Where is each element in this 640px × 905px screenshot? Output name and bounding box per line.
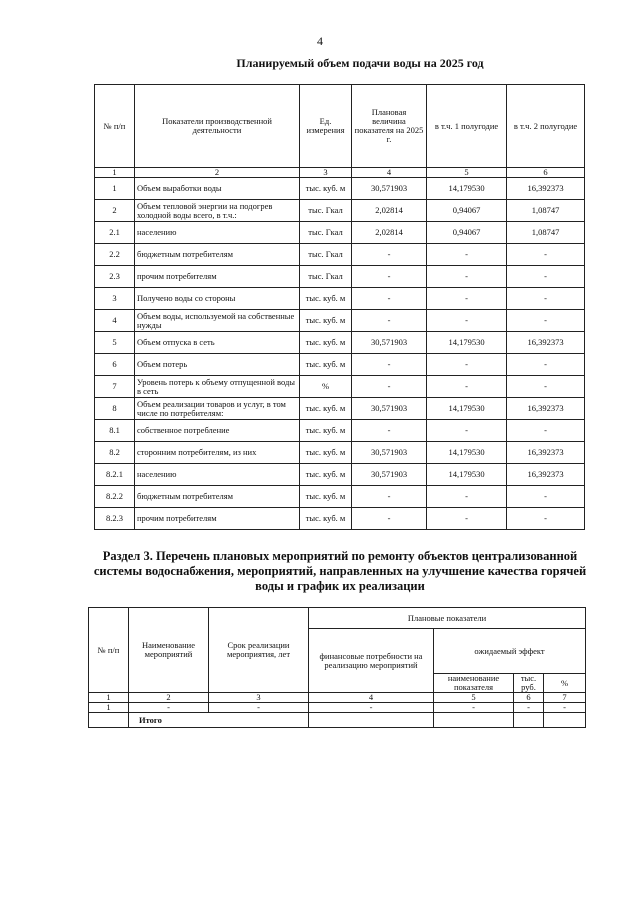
table-cell-h2: -	[507, 244, 585, 266]
page-number: 4	[317, 34, 323, 48]
table-cell-n: 8.2.3	[95, 508, 135, 530]
table-cell-h1: 14,179530	[427, 178, 507, 200]
table-cell-n: 2.1	[95, 222, 135, 244]
table-row	[95, 486, 585, 508]
table-cell-h1: -	[427, 266, 507, 288]
header-cell: %	[544, 674, 586, 693]
table-row	[95, 464, 585, 486]
table-cell-h2: -	[507, 266, 585, 288]
table-cell-plan: -	[352, 288, 427, 310]
table-cell-unit: тыс. Гкал	[300, 222, 352, 244]
table-cell-h2: -	[507, 508, 585, 530]
table-cell-plan: -	[352, 310, 427, 332]
table-cell-n: 7	[95, 376, 135, 398]
table-cell-h1: 14,179530	[427, 442, 507, 464]
table-cell-h2: 16,392373	[507, 442, 585, 464]
table-row	[95, 200, 585, 222]
header-cell: ожидаемый эффект	[434, 629, 586, 674]
table-cell-unit: тыс. куб. м	[300, 464, 352, 486]
header-cell: Показатели производственной деятельности	[135, 85, 300, 168]
table-cell-unit: тыс. Гкал	[300, 266, 352, 288]
header-cell: в т.ч. 2 полугодие	[507, 85, 585, 168]
table-row	[95, 310, 585, 332]
header-cell: Ед. измерения	[300, 85, 352, 168]
table-cell-n: 2.3	[95, 266, 135, 288]
table-cell-h1: 0,94067	[427, 222, 507, 244]
table-cell-unit: тыс. куб. м	[300, 398, 352, 420]
table-cell-plan: 30,571903	[352, 398, 427, 420]
header-cell: наименование показателя	[434, 674, 514, 693]
table-cell-h2: 1,08747	[507, 200, 585, 222]
table-cell-unit: тыс. Гкал	[300, 200, 352, 222]
table-cell-unit: тыс. куб. м	[300, 420, 352, 442]
table-cell-name: бюджетным потребителям	[135, 244, 300, 266]
table-cell: -	[129, 703, 209, 713]
table-cell: -	[209, 703, 309, 713]
column-number: 7	[544, 693, 586, 703]
table-cell-name: Объем выработки воды	[135, 178, 300, 200]
column-number: 2	[135, 168, 300, 178]
table-row	[95, 420, 585, 442]
table-cell-n: 4	[95, 310, 135, 332]
column-number: 5	[427, 168, 507, 178]
table-row	[95, 222, 585, 244]
table-cell	[309, 713, 434, 728]
column-number: 6	[507, 168, 585, 178]
table-cell-name: Объем реализации товаров и услуг, в том числе по потребителям:	[135, 398, 300, 420]
header-cell: Наименование мероприятий	[129, 608, 209, 693]
table-row	[95, 266, 585, 288]
table-cell-unit: тыс. куб. м	[300, 508, 352, 530]
total-label: Итого	[129, 713, 309, 728]
table-cell-h2: -	[507, 420, 585, 442]
table-cell-n: 8.2.2	[95, 486, 135, 508]
table-cell-h1: -	[427, 310, 507, 332]
table-cell-unit: %	[300, 376, 352, 398]
table2-column-numbers-row	[89, 693, 586, 703]
table-row	[95, 288, 585, 310]
table-row	[95, 244, 585, 266]
table-cell-name: прочим потребителям	[135, 508, 300, 530]
table-cell: -	[309, 703, 434, 713]
column-number: 5	[434, 693, 514, 703]
table-cell-plan: 30,571903	[352, 178, 427, 200]
table-cell-h2: 16,392373	[507, 332, 585, 354]
table-row	[89, 703, 586, 713]
table-cell-name: Объем потерь	[135, 354, 300, 376]
table1-header-row	[95, 85, 585, 168]
column-number: 3	[300, 168, 352, 178]
table-cell-h2: -	[507, 288, 585, 310]
table-cell-h2: -	[507, 354, 585, 376]
table-cell	[434, 713, 514, 728]
column-number: 4	[309, 693, 434, 703]
table-cell-h2: -	[507, 486, 585, 508]
table-cell-n: 8.1	[95, 420, 135, 442]
header-cell: финансовые потребности на реализацию мероприятий	[309, 629, 434, 693]
table-cell-n: 2	[95, 200, 135, 222]
column-number: 2	[129, 693, 209, 703]
table-cell-plan: 30,571903	[352, 442, 427, 464]
table-cell-n: 8.2.1	[95, 464, 135, 486]
table-row	[95, 376, 585, 398]
table-cell: -	[544, 703, 586, 713]
table-cell-h1: -	[427, 354, 507, 376]
table-cell	[544, 713, 586, 728]
table-cell-unit: тыс. куб. м	[300, 178, 352, 200]
table-cell-unit: тыс. куб. м	[300, 354, 352, 376]
table2-header-row	[89, 608, 586, 629]
table-cell-unit: тыс. куб. м	[300, 332, 352, 354]
table-cell-h1: -	[427, 486, 507, 508]
table-row	[95, 354, 585, 376]
column-number: 4	[352, 168, 427, 178]
table-cell: 1	[89, 703, 129, 713]
table-cell-h1: -	[427, 376, 507, 398]
table-row	[95, 398, 585, 420]
table-cell-h2: 16,392373	[507, 398, 585, 420]
header-cell: № п/п	[95, 85, 135, 168]
table-cell-name: сторонним потребителям, из них	[135, 442, 300, 464]
table-cell-h1: 0,94067	[427, 200, 507, 222]
table-cell	[89, 713, 129, 728]
table-cell-h1: -	[427, 508, 507, 530]
table-cell-plan: 30,571903	[352, 332, 427, 354]
header-cell: Плановая величина показателя на 2025 г.	[352, 85, 427, 168]
table-cell-name: Объем тепловой энергии на подогрев холодной воды всего, в т.ч.:	[135, 200, 300, 222]
table-cell-unit: тыс. Гкал	[300, 244, 352, 266]
table-cell-name: собственное потребление	[135, 420, 300, 442]
table1-column-numbers-row	[95, 168, 585, 178]
table-cell-h2: 16,392373	[507, 464, 585, 486]
table-cell-plan: -	[352, 486, 427, 508]
header-cell: в т.ч. 1 полугодие	[427, 85, 507, 168]
table-cell-unit: тыс. куб. м	[300, 486, 352, 508]
table-cell	[514, 713, 544, 728]
measures-table	[88, 607, 586, 728]
table-cell-plan: -	[352, 266, 427, 288]
table-cell-plan: -	[352, 508, 427, 530]
table-cell-name: населению	[135, 222, 300, 244]
table-cell-plan: -	[352, 354, 427, 376]
table-cell-plan: 30,571903	[352, 464, 427, 486]
table-cell-h2: 1,08747	[507, 222, 585, 244]
table-cell-h2: -	[507, 310, 585, 332]
table-row	[95, 178, 585, 200]
table-cell-plan: 2,02814	[352, 200, 427, 222]
table-cell-name: прочим потребителям	[135, 266, 300, 288]
column-number: 6	[514, 693, 544, 703]
table-cell-h1: -	[427, 420, 507, 442]
table-cell-h1: -	[427, 288, 507, 310]
table-cell-plan: -	[352, 376, 427, 398]
header-cell: Плановые показатели	[309, 608, 586, 629]
column-number: 1	[95, 168, 135, 178]
table-cell-h2: 16,392373	[507, 178, 585, 200]
table-row	[95, 508, 585, 530]
section3-title: Раздел 3. Перечень плановых мероприятий по ремонту объектов централизованной системы водоснабжения, мероприятий, направленных на улучшение качества горячей воды и график их реализации	[93, 549, 587, 593]
table-cell-n: 2.2	[95, 244, 135, 266]
table-cell-name: бюджетным потребителям	[135, 486, 300, 508]
table-row	[95, 332, 585, 354]
table-cell-name: Объем отпуска в сеть	[135, 332, 300, 354]
table-cell-h1: 14,179530	[427, 332, 507, 354]
table-cell-name: Уровень потерь к объему отпущенной воды в сеть	[135, 376, 300, 398]
table-cell-name: Получено воды со стороны	[135, 288, 300, 310]
header-cell: № п/п	[89, 608, 129, 693]
table-cell-h2: -	[507, 376, 585, 398]
table-cell-h1: 14,179530	[427, 464, 507, 486]
table-cell-n: 6	[95, 354, 135, 376]
table-cell-h1: -	[427, 244, 507, 266]
column-number: 1	[89, 693, 129, 703]
column-number: 3	[209, 693, 309, 703]
table-cell: -	[434, 703, 514, 713]
table-cell-h1: 14,179530	[427, 398, 507, 420]
table-cell-plan: 2,02814	[352, 222, 427, 244]
table-cell-n: 1	[95, 178, 135, 200]
table-cell-unit: тыс. куб. м	[300, 310, 352, 332]
table-cell-n: 8	[95, 398, 135, 420]
table-cell: -	[514, 703, 544, 713]
table-cell-name: Объем воды, используемой на собственные нужды	[135, 310, 300, 332]
table-cell-n: 8.2	[95, 442, 135, 464]
table1-title: Планируемый объем подачи воды на 2025 год	[236, 56, 484, 70]
header-cell: Срок реализации мероприятия, лет	[209, 608, 309, 693]
table-cell-unit: тыс. куб. м	[300, 288, 352, 310]
table-row	[95, 442, 585, 464]
table-cell-unit: тыс. куб. м	[300, 442, 352, 464]
header-cell: тыс. руб.	[514, 674, 544, 693]
table-cell-name: населению	[135, 464, 300, 486]
table-cell-n: 3	[95, 288, 135, 310]
total-row	[89, 713, 586, 728]
table-cell-plan: -	[352, 244, 427, 266]
table-cell-plan: -	[352, 420, 427, 442]
water-supply-table	[94, 84, 585, 530]
table-cell-n: 5	[95, 332, 135, 354]
